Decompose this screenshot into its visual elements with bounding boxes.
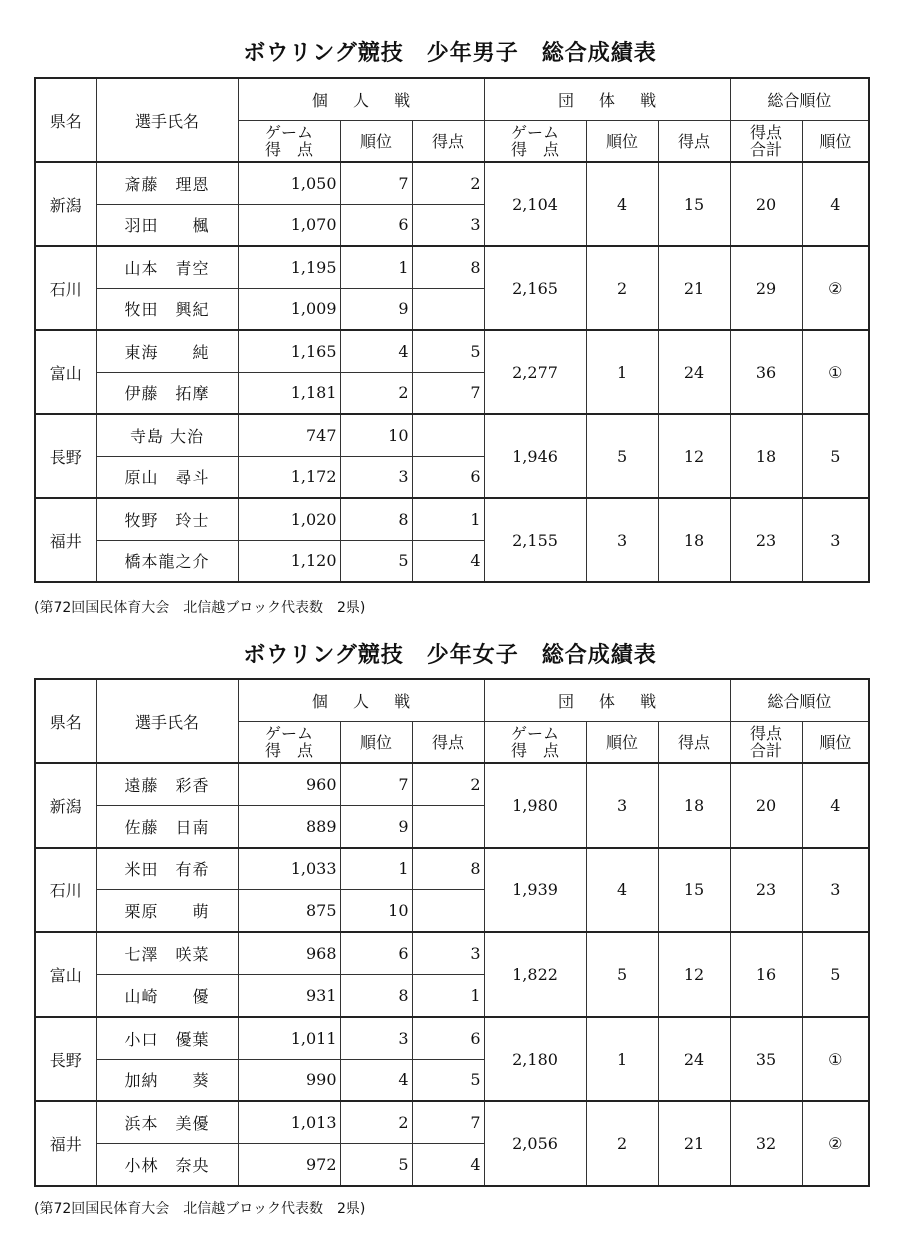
team-score-cell: 2,104 [484, 162, 586, 246]
player-name-cell: 橋本龍之介 [96, 540, 238, 582]
total-points-cell: 20 [730, 763, 802, 848]
rank-cell: 10 [340, 414, 412, 456]
prefecture-cell: 福井 [35, 1101, 96, 1186]
game-score-cell: 990 [238, 1059, 340, 1101]
team-rank-cell: 5 [586, 932, 658, 1017]
rank-cell: 10 [340, 890, 412, 932]
table-row [35, 414, 869, 456]
prefecture-cell: 石川 [35, 246, 96, 330]
player-name-cell: 栗原 萌 [96, 890, 238, 932]
rank-cell: 2 [340, 1101, 412, 1143]
header-team-game-score: ゲーム 得 点 [484, 721, 586, 763]
header-rank: 順位 [340, 120, 412, 162]
rank-cell: 6 [340, 932, 412, 974]
game-score-cell: 1,120 [238, 540, 340, 582]
rank-cell: 3 [340, 456, 412, 498]
team-rank-cell: 5 [586, 414, 658, 498]
player-name-cell: 羽田 楓 [96, 204, 238, 246]
game-score-cell: 1,165 [238, 330, 340, 372]
header-game-score: ゲーム 得 点 [238, 120, 340, 162]
team-points-cell: 15 [658, 848, 730, 933]
points-cell: 3 [412, 204, 484, 246]
page-title: ボウリング競技 少年男子 総合成績表 [243, 41, 657, 66]
header-points: 得点 [412, 120, 484, 162]
team-points-cell: 15 [658, 162, 730, 246]
table-row [35, 1101, 869, 1143]
team-rank-cell: 2 [586, 246, 658, 330]
prefecture-cell: 長野 [35, 1017, 96, 1102]
prefecture-cell: 富山 [35, 330, 96, 414]
points-cell: 6 [412, 456, 484, 498]
table-row [35, 848, 869, 890]
team-points-cell: 24 [658, 330, 730, 414]
total-points-cell: 20 [730, 162, 802, 246]
header-overall-rank: 順位 [802, 120, 869, 162]
header-overall: 総合順位 [730, 78, 869, 120]
game-score-cell: 747 [238, 414, 340, 456]
team-rank-cell: 3 [586, 498, 658, 582]
player-name-cell: 小口 優葉 [96, 1017, 238, 1059]
header-player-name: 選手氏名 [96, 679, 238, 763]
rank-cell: 3 [340, 1017, 412, 1059]
team-score-cell: 2,155 [484, 498, 586, 582]
table-row [35, 498, 869, 540]
player-name-cell: 小林 奈央 [96, 1144, 238, 1186]
points-cell [412, 288, 484, 330]
points-cell: 8 [412, 246, 484, 288]
team-rank-cell: 4 [586, 162, 658, 246]
team-rank-cell: 1 [586, 1017, 658, 1102]
prefecture-cell: 福井 [35, 498, 96, 582]
player-name-cell: 寺島 大治 [96, 414, 238, 456]
header-overall: 総合順位 [730, 679, 869, 721]
header-points: 得点 [412, 721, 484, 763]
rank-cell: 4 [340, 330, 412, 372]
footnote: (第72回国民体育大会 北信越ブロック代表数 2県) [34, 600, 366, 616]
player-name-cell: 原山 尋斗 [96, 456, 238, 498]
rank-cell: 4 [340, 1059, 412, 1101]
team-points-cell: 21 [658, 1101, 730, 1186]
team-rank-cell: 3 [586, 763, 658, 848]
game-score-cell: 1,172 [238, 456, 340, 498]
header-team-rank: 順位 [586, 120, 658, 162]
rank-cell: 1 [340, 848, 412, 890]
game-score-cell: 972 [238, 1144, 340, 1186]
game-score-cell: 875 [238, 890, 340, 932]
rank-cell: 9 [340, 288, 412, 330]
player-name-cell: 伊藤 拓摩 [96, 372, 238, 414]
header-overall-rank: 順位 [802, 721, 869, 763]
rank-cell: 1 [340, 246, 412, 288]
table-row [35, 246, 869, 288]
header-team: 団 体 戦 [484, 679, 730, 721]
table-row [35, 330, 869, 372]
player-name-cell: 牧田 興紀 [96, 288, 238, 330]
points-cell: 3 [412, 932, 484, 974]
team-score-cell: 2,056 [484, 1101, 586, 1186]
overall-rank-cell: ① [802, 330, 869, 414]
points-cell: 6 [412, 1017, 484, 1059]
game-score-cell: 1,011 [238, 1017, 340, 1059]
rank-cell: 7 [340, 162, 412, 204]
team-score-cell: 2,165 [484, 246, 586, 330]
header-total-points: 得点 合計 [730, 120, 802, 162]
header-prefecture: 県名 [35, 78, 96, 162]
player-name-cell: 米田 有希 [96, 848, 238, 890]
total-points-cell: 36 [730, 330, 802, 414]
team-points-cell: 21 [658, 246, 730, 330]
header-team-rank: 順位 [586, 721, 658, 763]
results-table [34, 678, 870, 1187]
rank-cell: 6 [340, 204, 412, 246]
game-score-cell: 1,013 [238, 1101, 340, 1143]
total-points-cell: 32 [730, 1101, 802, 1186]
header-total-points: 得点 合計 [730, 721, 802, 763]
game-score-cell: 1,020 [238, 498, 340, 540]
overall-rank-cell: 5 [802, 932, 869, 1017]
team-points-cell: 18 [658, 763, 730, 848]
player-name-cell: 浜本 美優 [96, 1101, 238, 1143]
header-team-points: 得点 [658, 120, 730, 162]
team-rank-cell: 1 [586, 330, 658, 414]
game-score-cell: 1,181 [238, 372, 340, 414]
prefecture-cell: 新潟 [35, 763, 96, 848]
team-rank-cell: 4 [586, 848, 658, 933]
player-name-cell: 斎藤 理恩 [96, 162, 238, 204]
points-cell: 2 [412, 162, 484, 204]
overall-rank-cell: ② [802, 1101, 869, 1186]
player-name-cell: 山崎 優 [96, 974, 238, 1016]
table-row [35, 763, 869, 805]
game-score-cell: 968 [238, 932, 340, 974]
player-name-cell: 牧野 玲士 [96, 498, 238, 540]
rank-cell: 8 [340, 498, 412, 540]
game-score-cell: 931 [238, 974, 340, 1016]
points-cell [412, 805, 484, 847]
rank-cell: 5 [340, 1144, 412, 1186]
game-score-cell: 960 [238, 763, 340, 805]
rank-cell: 8 [340, 974, 412, 1016]
prefecture-cell: 長野 [35, 414, 96, 498]
prefecture-cell: 富山 [35, 932, 96, 1017]
game-score-cell: 889 [238, 805, 340, 847]
points-cell [412, 414, 484, 456]
total-points-cell: 18 [730, 414, 802, 498]
header-player-name: 選手氏名 [96, 78, 238, 162]
total-points-cell: 35 [730, 1017, 802, 1102]
player-name-cell: 東海 純 [96, 330, 238, 372]
overall-rank-cell: ② [802, 246, 869, 330]
team-score-cell: 1,946 [484, 414, 586, 498]
points-cell: 2 [412, 763, 484, 805]
game-score-cell: 1,033 [238, 848, 340, 890]
prefecture-cell: 新潟 [35, 162, 96, 246]
points-cell: 4 [412, 1144, 484, 1186]
team-score-cell: 1,980 [484, 763, 586, 848]
team-points-cell: 18 [658, 498, 730, 582]
team-rank-cell: 2 [586, 1101, 658, 1186]
rank-cell: 2 [340, 372, 412, 414]
points-cell: 7 [412, 372, 484, 414]
team-score-cell: 1,822 [484, 932, 586, 1017]
header-rank: 順位 [340, 721, 412, 763]
header-team: 団 体 戦 [484, 78, 730, 120]
overall-rank-cell: 5 [802, 414, 869, 498]
total-points-cell: 29 [730, 246, 802, 330]
team-score-cell: 1,939 [484, 848, 586, 933]
table-row [35, 932, 869, 974]
overall-rank-cell: 4 [802, 763, 869, 848]
player-name-cell: 加納 葵 [96, 1059, 238, 1101]
game-score-cell: 1,009 [238, 288, 340, 330]
team-points-cell: 12 [658, 414, 730, 498]
team-points-cell: 12 [658, 932, 730, 1017]
overall-rank-cell: 4 [802, 162, 869, 246]
header-individual: 個 人 戦 [238, 78, 484, 120]
points-cell: 5 [412, 330, 484, 372]
team-score-cell: 2,180 [484, 1017, 586, 1102]
overall-rank-cell: 3 [802, 848, 869, 933]
game-score-cell: 1,195 [238, 246, 340, 288]
points-cell [412, 890, 484, 932]
rank-cell: 5 [340, 540, 412, 582]
points-cell: 1 [412, 974, 484, 1016]
player-name-cell: 山本 青空 [96, 246, 238, 288]
prefecture-cell: 石川 [35, 848, 96, 933]
total-points-cell: 16 [730, 932, 802, 1017]
header-individual: 個 人 戦 [238, 679, 484, 721]
overall-rank-cell: ① [802, 1017, 869, 1102]
game-score-cell: 1,050 [238, 162, 340, 204]
points-cell: 8 [412, 848, 484, 890]
team-score-cell: 2,277 [484, 330, 586, 414]
table-row [35, 162, 869, 204]
header-game-score: ゲーム 得 点 [238, 721, 340, 763]
rank-cell: 9 [340, 805, 412, 847]
footnote: (第72回国民体育大会 北信越ブロック代表数 2県) [34, 1201, 366, 1217]
header-team-points: 得点 [658, 721, 730, 763]
points-cell: 7 [412, 1101, 484, 1143]
total-points-cell: 23 [730, 848, 802, 933]
table-row [35, 1017, 869, 1059]
header-prefecture: 県名 [35, 679, 96, 763]
page-title: ボウリング競技 少年女子 総合成績表 [243, 643, 657, 668]
player-name-cell: 遠藤 彩香 [96, 763, 238, 805]
team-points-cell: 24 [658, 1017, 730, 1102]
rank-cell: 7 [340, 763, 412, 805]
points-cell: 5 [412, 1059, 484, 1101]
points-cell: 4 [412, 540, 484, 582]
player-name-cell: 七澤 咲菜 [96, 932, 238, 974]
points-cell: 1 [412, 498, 484, 540]
player-name-cell: 佐藤 日南 [96, 805, 238, 847]
game-score-cell: 1,070 [238, 204, 340, 246]
results-table [34, 77, 870, 583]
header-team-game-score: ゲーム 得 点 [484, 120, 586, 162]
overall-rank-cell: 3 [802, 498, 869, 582]
total-points-cell: 23 [730, 498, 802, 582]
